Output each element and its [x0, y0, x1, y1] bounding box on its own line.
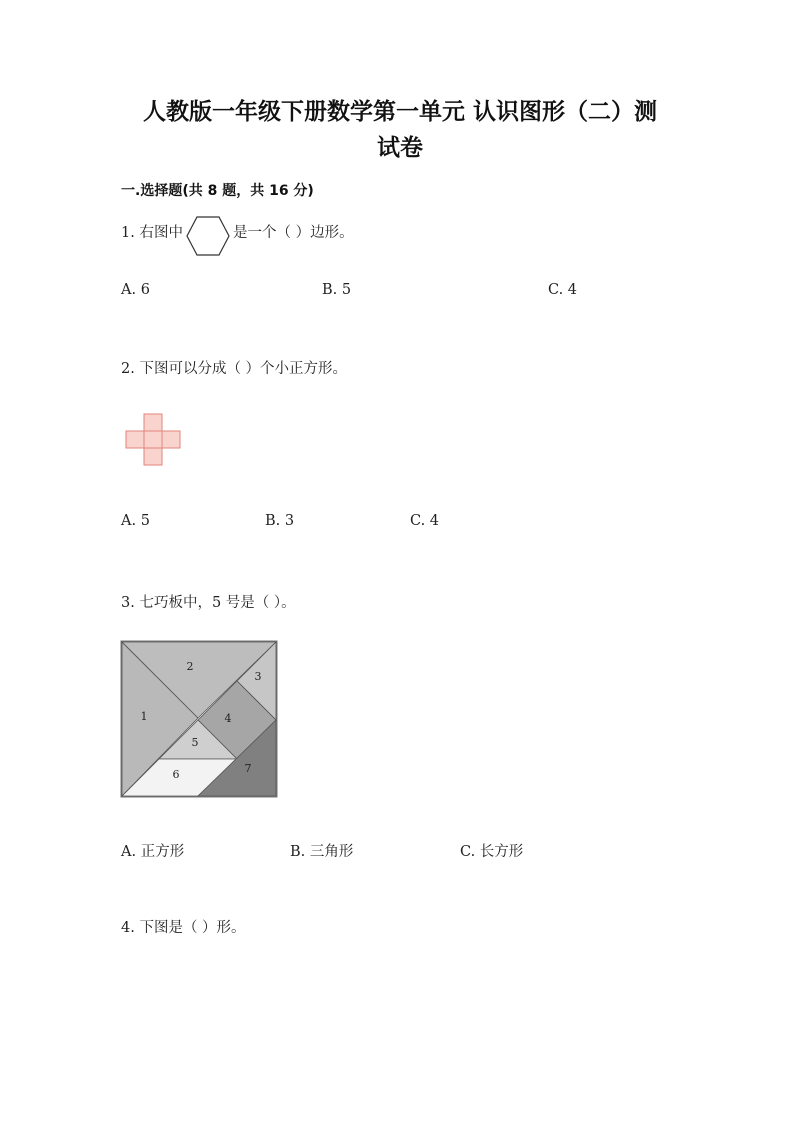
hexagon-figure: [186, 216, 230, 256]
q2-option-a[interactable]: A. 5: [121, 513, 150, 529]
tangram-label-1: 1: [140, 710, 148, 723]
q3-option-c[interactable]: C. 长方形: [460, 844, 524, 860]
cross-shape-figure: [124, 412, 182, 468]
tangram-label-5: 5: [191, 736, 199, 749]
q3-option-a[interactable]: A. 正方形: [121, 844, 185, 860]
tangram-label-3: 3: [254, 670, 262, 683]
question-3-text: 3. 七巧板中，5 号是（ ）。: [121, 595, 296, 611]
q1-option-a[interactable]: A. 6: [121, 282, 150, 298]
tangram-figure: [120, 640, 280, 800]
q2-option-c[interactable]: C. 4: [410, 513, 440, 529]
page-title-line1: 人教版一年级下册数学第一单元 认识图形（二）测: [142, 99, 657, 125]
q1-option-b[interactable]: B. 5: [322, 282, 352, 298]
question-2-text: 2. 下图可以分成（ ）个小正方形。: [121, 361, 348, 377]
q2-option-b[interactable]: B. 3: [265, 513, 295, 529]
tangram-label-7: 7: [244, 762, 252, 775]
tangram-label-2: 2: [186, 660, 194, 673]
question-1-prefix: 1. 右图中: [121, 225, 183, 241]
q3-option-b[interactable]: B. 三角形: [290, 844, 354, 860]
section-heading: 一.选择题(共 8 题，共 16 分): [121, 183, 314, 199]
question-1-suffix: 是一个（ ）边形。: [233, 225, 354, 241]
tangram-label-4: 4: [224, 712, 232, 725]
question-4-text: 4. 下图是（ ）形。: [121, 920, 246, 936]
tangram-label-6: 6: [172, 768, 180, 781]
page-title-line2: 试卷: [377, 135, 423, 161]
q1-option-c[interactable]: C. 4: [548, 282, 578, 298]
